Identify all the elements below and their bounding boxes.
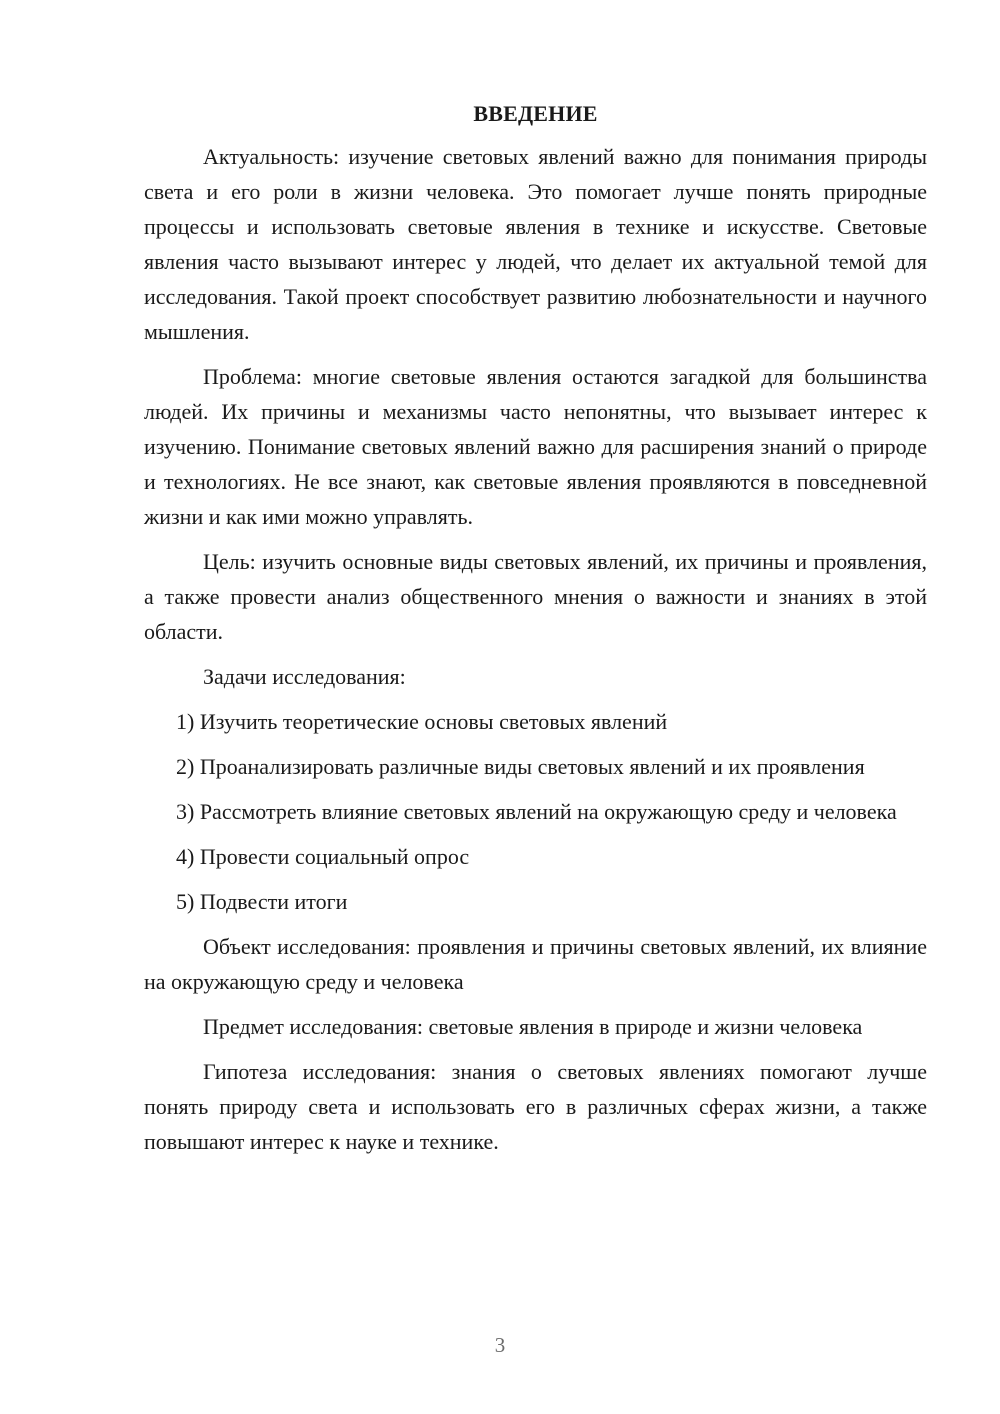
paragraph-hypothesis: Гипотеза исследования: знания о световых явлениях помогают лучше понять природу света и использовать его в различных сферах жизни, а также повышают интерес к науке и технике. bbox=[144, 1059, 927, 1154]
paragraph-problem: Проблема: многие световые явления остаются загадкой для большинства людей. Их причины и механизмы часто непонятны, что вызывает интерес к изучению. Понимание световых явлений важно для расширения знаний о природе и технологиях. Не все знают, как световые явления проявляются в повседневной жизни и как ими можно управлять. bbox=[144, 364, 927, 529]
task-item-5: 5) Подвести итоги bbox=[176, 889, 348, 914]
tasks-heading: Задачи исследования: bbox=[203, 664, 406, 689]
paragraph-relevance: Актуальность: изучение световых явлений важно для понимания природы света и его роли в жизни человека. Это помогает лучше понять природные процессы и использовать световые явления в технике и искусстве. Световые явления часто вызывают интерес у людей, что делает их актуальной темой для исследования. Такой проект способствует развитию любознательности и научного мышления. bbox=[144, 144, 927, 344]
task-item-2: 2) Проанализировать различные виды световых явлений и их проявления bbox=[176, 754, 865, 779]
page-number: 3 bbox=[494, 1333, 506, 1357]
document-page bbox=[144, 96, 927, 1169]
task-item-4: 4) Провести социальный опрос bbox=[176, 844, 470, 869]
task-item-1: 1) Изучить теоретические основы световых явлений bbox=[176, 709, 668, 734]
paragraph-object: Объект исследования: проявления и причины световых явлений, их влияние на окружающую среду и человека bbox=[144, 934, 927, 994]
section-title: ВВЕДЕНИЕ bbox=[473, 101, 598, 126]
task-item-3: 3) Рассмотреть влияние световых явлений на окружающую среду и человека bbox=[176, 799, 897, 824]
paragraph-subject: Предмет исследования: световые явления в природе и жизни человека bbox=[203, 1014, 863, 1039]
paragraph-goal: Цель: изучить основные виды световых явлений, их причины и проявления, а также провести анализ общественного мнения о важности и знаниях в этой области. bbox=[144, 549, 927, 644]
